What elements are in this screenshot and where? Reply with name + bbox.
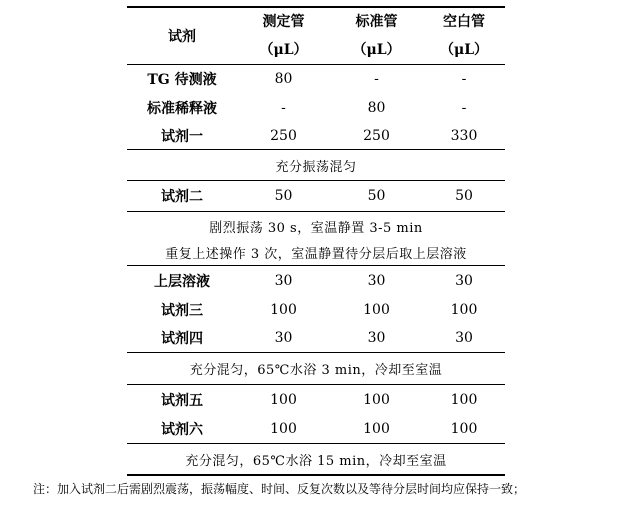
table-bottom-border <box>127 474 505 476</box>
row-note: 剧烈振荡 30 s，室温静置 3-5 min <box>209 220 423 236</box>
row-test-value: 80 <box>274 70 293 87</box>
row-name: 试剂三 <box>161 302 203 319</box>
table-header-row <box>127 8 505 64</box>
header-test-tube-label: 测定管 <box>262 14 305 30</box>
header-blank-tube-unit: （μL） <box>439 42 489 58</box>
row-blank-value: 100 <box>450 301 478 318</box>
row-test-value: - <box>281 99 286 116</box>
row-blank-value: - <box>461 70 467 87</box>
table-row <box>127 266 505 295</box>
row-blank-value: 30 <box>455 272 473 289</box>
table-row <box>127 385 505 414</box>
row-name: 试剂二 <box>161 189 203 205</box>
table-note-row <box>127 240 505 265</box>
table-note-row <box>127 212 505 240</box>
row-name: 试剂一 <box>161 128 203 145</box>
row-standard-value: 80 <box>367 99 386 116</box>
row-standard-value: 30 <box>367 330 386 346</box>
row-test-value: 50 <box>274 188 293 204</box>
row-note: 充分混匀，65℃水浴 3 min，冷却至室温 <box>189 363 443 378</box>
row-standard-value: 100 <box>363 391 390 408</box>
row-name: 试剂五 <box>161 392 203 409</box>
row-standard-value: 100 <box>363 420 390 437</box>
table-row <box>127 64 505 93</box>
header-blank-tube-label: 空白管 <box>443 14 485 30</box>
header-test-tube-unit: （μL） <box>259 42 308 58</box>
header-standard-tube-label: 标准管 <box>355 14 398 30</box>
table-row <box>127 295 505 324</box>
row-name: 试剂四 <box>161 331 203 347</box>
row-name: 试剂六 <box>161 421 203 438</box>
row-name: TG 待测液 <box>147 71 217 88</box>
row-blank-value: - <box>461 99 467 116</box>
table-footnote: 注：加入试剂二后需剧烈震荡，振荡幅度、时间、反复次数以及等待分层时间均应保持一致； <box>33 482 526 496</box>
row-standard-value: 100 <box>363 301 390 318</box>
row-test-value: 100 <box>270 391 297 408</box>
row-note: 重复上述操作 3 次，室温静置待分层后取上层溶液 <box>165 247 467 262</box>
row-test-value: 100 <box>270 301 297 318</box>
row-standard-value: 250 <box>363 127 390 144</box>
table-row <box>127 181 505 211</box>
row-test-value: 30 <box>274 272 293 289</box>
row-test-value: 30 <box>274 330 293 346</box>
table-note-row <box>127 353 505 384</box>
table-note-row <box>127 444 505 474</box>
table-row <box>127 414 505 443</box>
row-name: 标准稀释液 <box>147 100 217 117</box>
table-row <box>127 324 505 352</box>
row-blank-value: 100 <box>450 420 478 437</box>
row-blank-value: 50 <box>455 188 473 204</box>
header-test-tube <box>237 8 330 64</box>
row-note: 充分混匀，65℃水浴 15 min，冷却至室温 <box>185 453 447 469</box>
row-standard-value: 30 <box>367 272 386 289</box>
row-name: 上层溶液 <box>154 273 210 290</box>
row-standard-value: 50 <box>367 188 386 204</box>
header-standard-tube-unit: （μL） <box>352 42 401 58</box>
row-standard-value: - <box>374 70 379 87</box>
table-row <box>127 122 505 149</box>
row-blank-value: 330 <box>450 127 478 144</box>
table-note-row <box>127 150 505 180</box>
row-note: 充分振荡混匀 <box>275 159 357 175</box>
header-standard-tube <box>330 8 423 64</box>
row-test-value: 100 <box>270 420 297 437</box>
row-test-value: 250 <box>270 127 297 144</box>
table-row <box>127 93 505 122</box>
header-blank-tube <box>423 8 505 64</box>
header-reagent: 试剂 <box>168 29 196 45</box>
row-blank-value: 30 <box>455 330 473 346</box>
row-blank-value: 100 <box>450 391 478 408</box>
